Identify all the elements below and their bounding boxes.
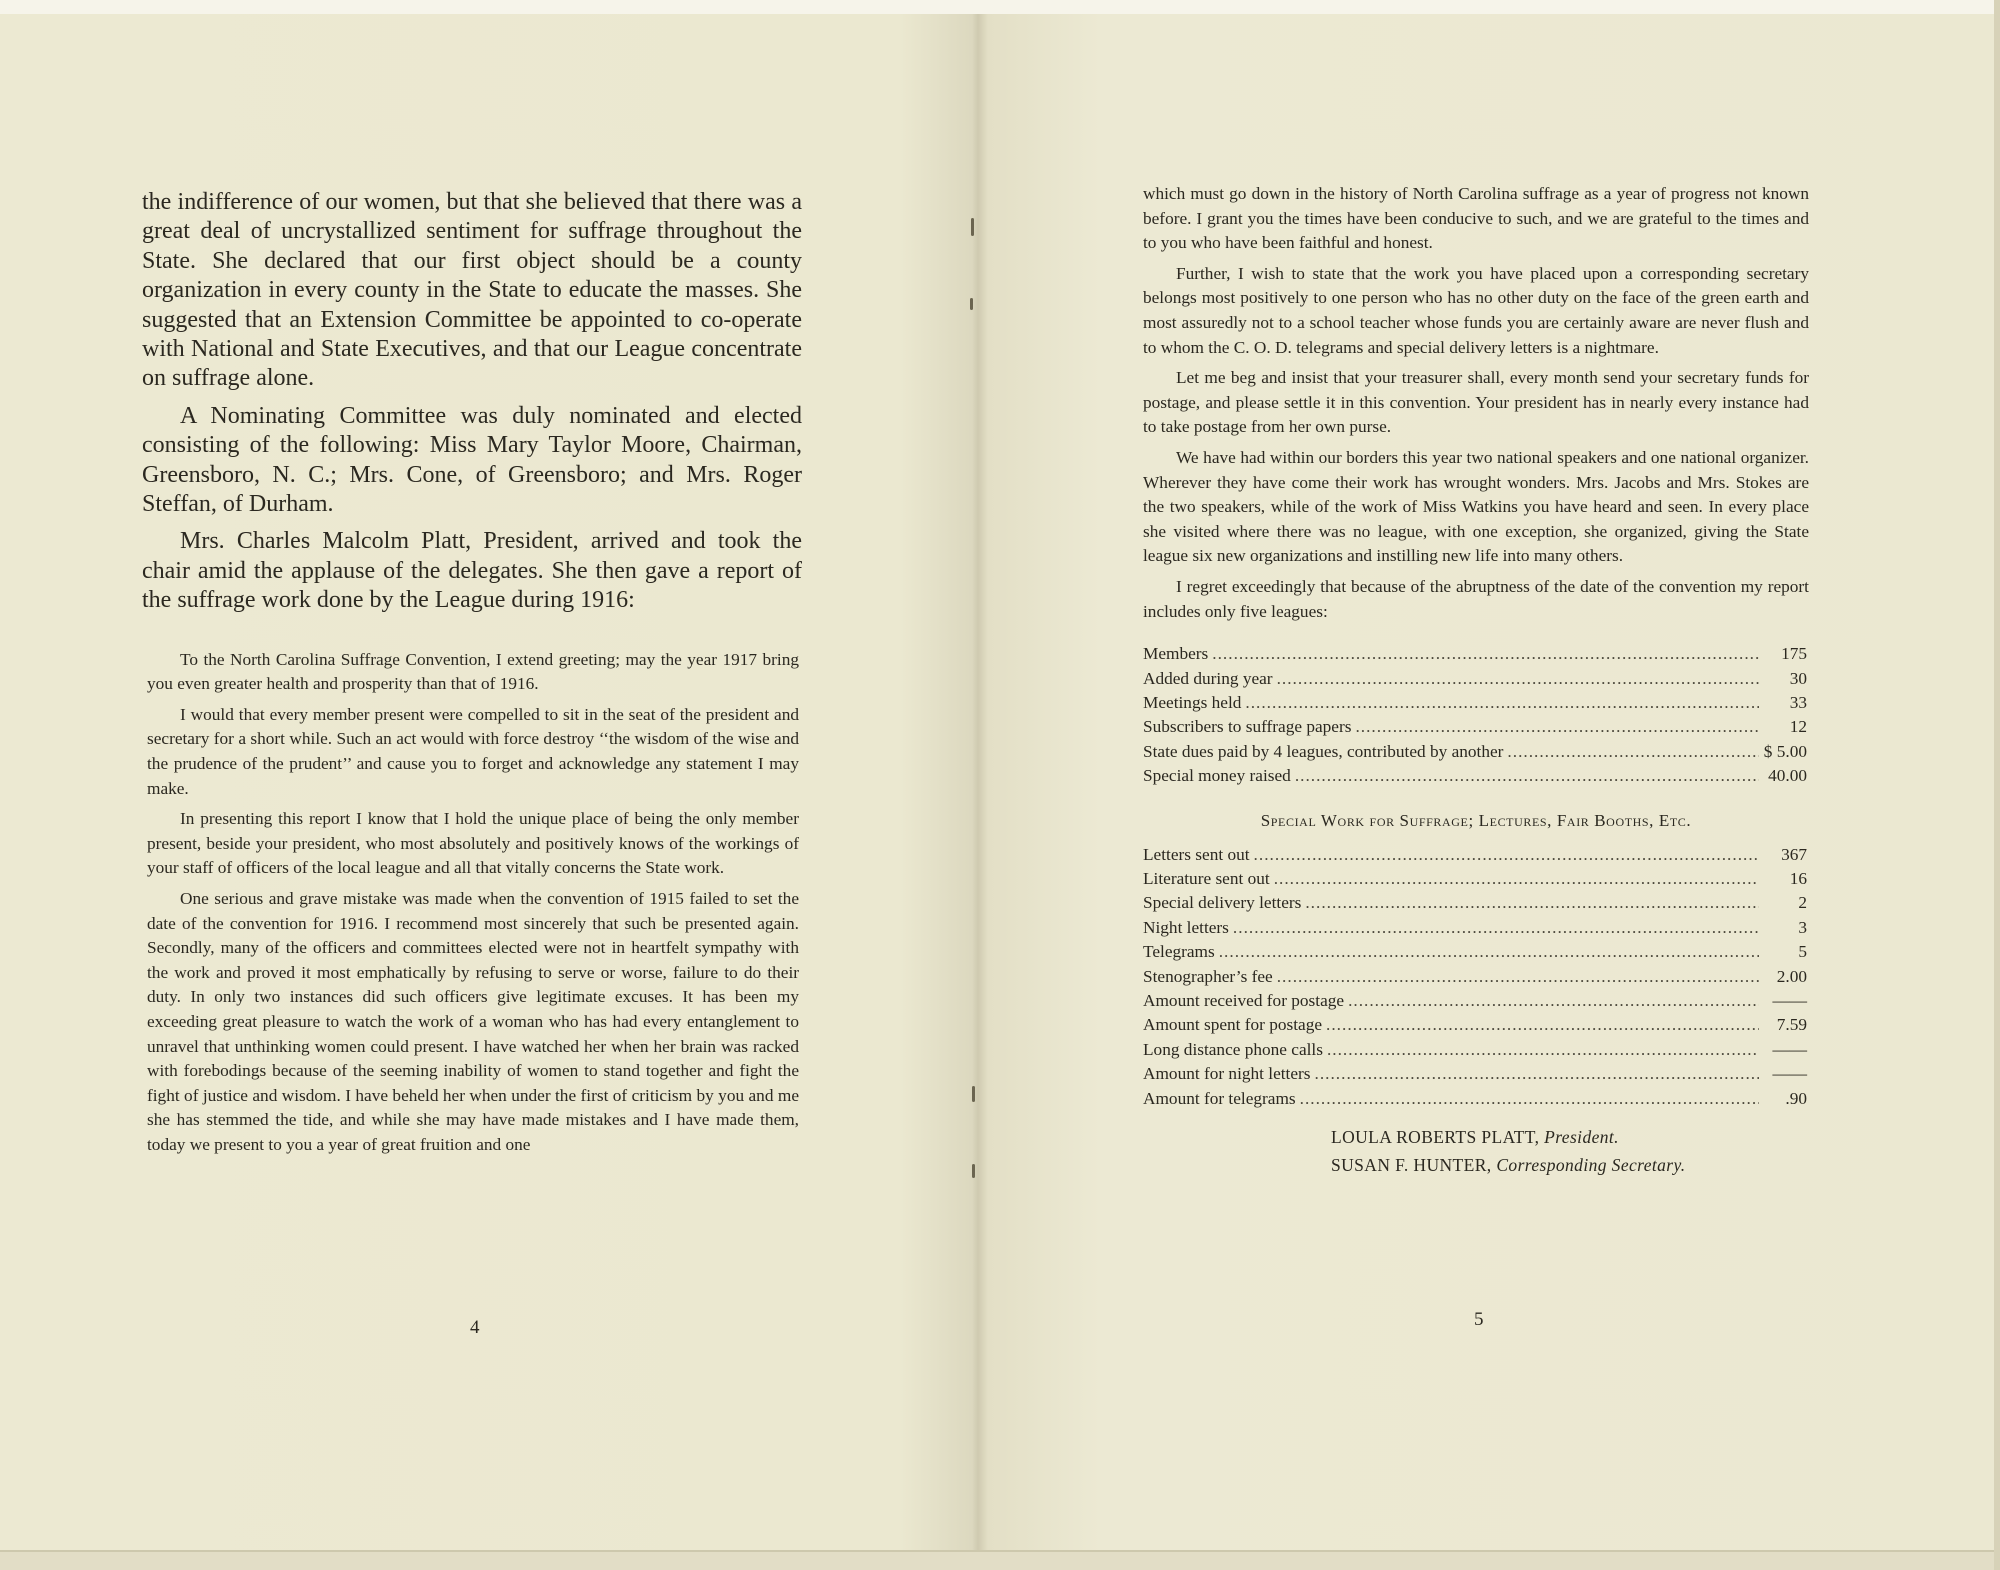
stat-row [1143, 740, 1807, 764]
signature-line [1331, 1123, 1809, 1151]
stat-label: Letters sent out [1143, 844, 1250, 864]
stat-row [1143, 867, 1807, 891]
stat-value: 40.00 [1768, 766, 1807, 786]
stat-value: $ 5.00 [1763, 741, 1807, 761]
paragraph: Mrs. Charles Malcolm Platt, President, arrived and took the chair amid the applause of the delegates. She then gave a report of the suffrage work done by the League during 1916: [142, 528, 802, 614]
stat-value: 2.00 [1776, 966, 1807, 986]
signature-block [1143, 1123, 1809, 1179]
stat-label: Long distance phone calls [1143, 1039, 1323, 1059]
stat-row [1143, 764, 1807, 788]
stat-label: Amount received for postage [1143, 990, 1345, 1010]
stat-value: 3 [1798, 917, 1807, 937]
paragraph: I would that every member present were compelled to sit in the seat of the president and secretary for a short while. Such an act would with force destroy ‘‘the wisdom of the wise and the prudence of the prudent’’ and cause you to forget and acknowledge any statement I may make. [147, 704, 799, 798]
stat-value: 175 [1781, 644, 1807, 664]
stat-value: —— [1772, 990, 1807, 1010]
page-right-edge [1994, 0, 2000, 1570]
paragraph: the indifference of our women, but that she believed that there was a great deal of uncrystallized sentiment for suffrage throughout the State. She declared that our first object should be a county organization in every county in the State to educate the masses. She suggested that an Extension Committee be appointed to co-operate with National and State Executives, and that our League concentrate on suffrage alone. [142, 189, 802, 392]
paragraph: which must go down in the history of North Carolina suffrage as a year of progress not known before. I grant you the times have been conducive to such, and we are grateful to the times and to you who have been faithful and honest. [1143, 184, 1809, 253]
stat-value: 7.59 [1776, 1015, 1807, 1035]
paragraph: To the North Carolina Suffrage Convention, I extend greeting; may the year 1917 bring you even greater health and prosperity than that of 1916. [147, 649, 799, 694]
special-work-heading: Special Work for Suffrage; Lectures, Fair Booths, Etc. [1260, 810, 1692, 830]
stat-label: Stenographer’s fee [1143, 966, 1273, 986]
paragraph: One serious and grave mistake was made when the convention of 1915 failed to set the date of the convention for 1916. I recommend most sincerely that such be presented again. Secondly, many of the officers and committees elected were not in heartfelt sympathy with the work and proved it most emphatically by refusing to serve or worse, failure to do their duty. In only two instances did such officers give legitimate excuses. It has been my exceeding great pleasure to watch the work of a woman who has had every entanglement to unravel that unthinking women could present. I have watched her when her brain was racked with forebodings because of the seeming inability of women to stand together and fight the fight of justice and wisdom. I have beheld her when under the first of criticism by you and me she has stemmed the tide, and while she may have made mistakes and I have made them, today we present to you a year of great fruition and one [147, 889, 799, 1154]
stat-row [1143, 1087, 1807, 1111]
stat-value: 12 [1789, 717, 1807, 737]
stat-value: 33 [1789, 692, 1807, 712]
stat-label: Amount spent for postage [1143, 1015, 1323, 1035]
signature-line [1331, 1151, 1809, 1179]
signer-title: President. [1544, 1127, 1619, 1147]
paragraph: Let me beg and insist that your treasurer shall, every month send your secretary funds for postage, and please settle it in this convention. Your president has in nearly every instance had to take postage from her own purse. [1143, 368, 1809, 437]
stat-row [1143, 691, 1807, 715]
stat-row [1143, 965, 1807, 989]
staple-mark [970, 298, 973, 310]
stat-label: Meetings held [1143, 692, 1242, 712]
stat-label: Amount for night letters [1143, 1064, 1311, 1084]
staple-mark [972, 1086, 975, 1102]
stat-label: Added during year [1143, 668, 1273, 688]
signer-name: SUSAN F. HUNTER, [1331, 1155, 1492, 1175]
stat-row [1143, 940, 1807, 964]
stat-row [1143, 1038, 1807, 1062]
stat-label: Night letters [1143, 917, 1229, 937]
signer-name: LOULA ROBERTS PLATT, [1331, 1127, 1540, 1147]
staple-mark [972, 1164, 975, 1178]
stat-value: —— [1772, 1039, 1807, 1059]
stat-row [1143, 667, 1807, 691]
stat-label: Subscribers to suffrage papers [1143, 717, 1352, 737]
stat-row [1143, 715, 1807, 739]
paragraph: We have had within our borders this year two national speakers and one national organizer. Wherever they have come their work has wrought wonders. Mrs. Jacobs and Mrs. Stokes are the two speakers, while of the work of Miss Watkins you have heard and seen. In every place she visited where there was no league, with one exception, she organized, giving the State league six new organizations and instilling new life into many others. [1143, 447, 1809, 566]
page-number-right: 5 [1474, 1309, 1484, 1330]
staple-mark [971, 218, 974, 236]
stat-label: Telegrams [1143, 942, 1215, 962]
stat-row [1143, 1013, 1807, 1037]
paragraph: Further, I wish to state that the work you have placed upon a corresponding secretary belongs most positively to one person who has no other duty on the face of the green earth and most assuredly not to a school teacher whose funds you are certainly aware are never flush and to whom the C. O. D. telegrams and special delivery letters is a nightmare. [1143, 263, 1809, 357]
page-number-left: 4 [470, 1317, 480, 1338]
stat-label: Members [1143, 644, 1209, 664]
stat-row [1143, 843, 1807, 867]
left-page [142, 188, 802, 1158]
special-work-stats-list [1143, 843, 1807, 1111]
stat-label: State dues paid by 4 leagues, contributed by another [1143, 741, 1504, 761]
stat-row [1143, 642, 1807, 666]
stat-value: .90 [1785, 1088, 1807, 1108]
paragraph: A Nominating Committee was duly nominated and elected consisting of the following: Miss Mary Taylor Moore, Chairman, Greensboro, N. C.; Mrs. Cone, of Greensboro; and Mrs. Roger Steffan, of Durham. [142, 402, 802, 518]
stat-value: 5 [1798, 942, 1807, 962]
stat-label: Amount for telegrams [1143, 1088, 1296, 1108]
league-stats-list [1143, 642, 1807, 788]
body-text [142, 188, 802, 616]
stat-row [1143, 891, 1807, 915]
page-top-edge [0, 0, 2000, 14]
signer-title: Corresponding Secretary. [1496, 1155, 1686, 1175]
page-bottom-edge [0, 1550, 2000, 1570]
stat-label: Special delivery letters [1143, 893, 1302, 913]
stat-value: 367 [1781, 844, 1807, 864]
stat-value: 30 [1789, 668, 1807, 688]
stat-value: 2 [1798, 893, 1807, 913]
right-page [1143, 182, 1809, 1179]
stat-label: Special money raised [1143, 766, 1291, 786]
stat-label: Literature sent out [1143, 868, 1270, 888]
paragraph: In presenting this report I know that I hold the unique place of being the only member present, beside your president, who most absolutely and positively knows of the workings of your staff of officers of the local league and all that vitally concerns the State work. [147, 809, 799, 878]
stat-value: —— [1772, 1064, 1807, 1084]
report-continued [1143, 182, 1809, 624]
stat-row [1143, 916, 1807, 940]
paragraph: I regret exceedingly that because of the abruptness of the date of the convention my report includes only five leagues: [1143, 576, 1809, 621]
stat-value: 16 [1789, 868, 1807, 888]
stat-row [1143, 1062, 1807, 1086]
stat-row [1143, 989, 1807, 1013]
president-report [142, 648, 799, 1158]
